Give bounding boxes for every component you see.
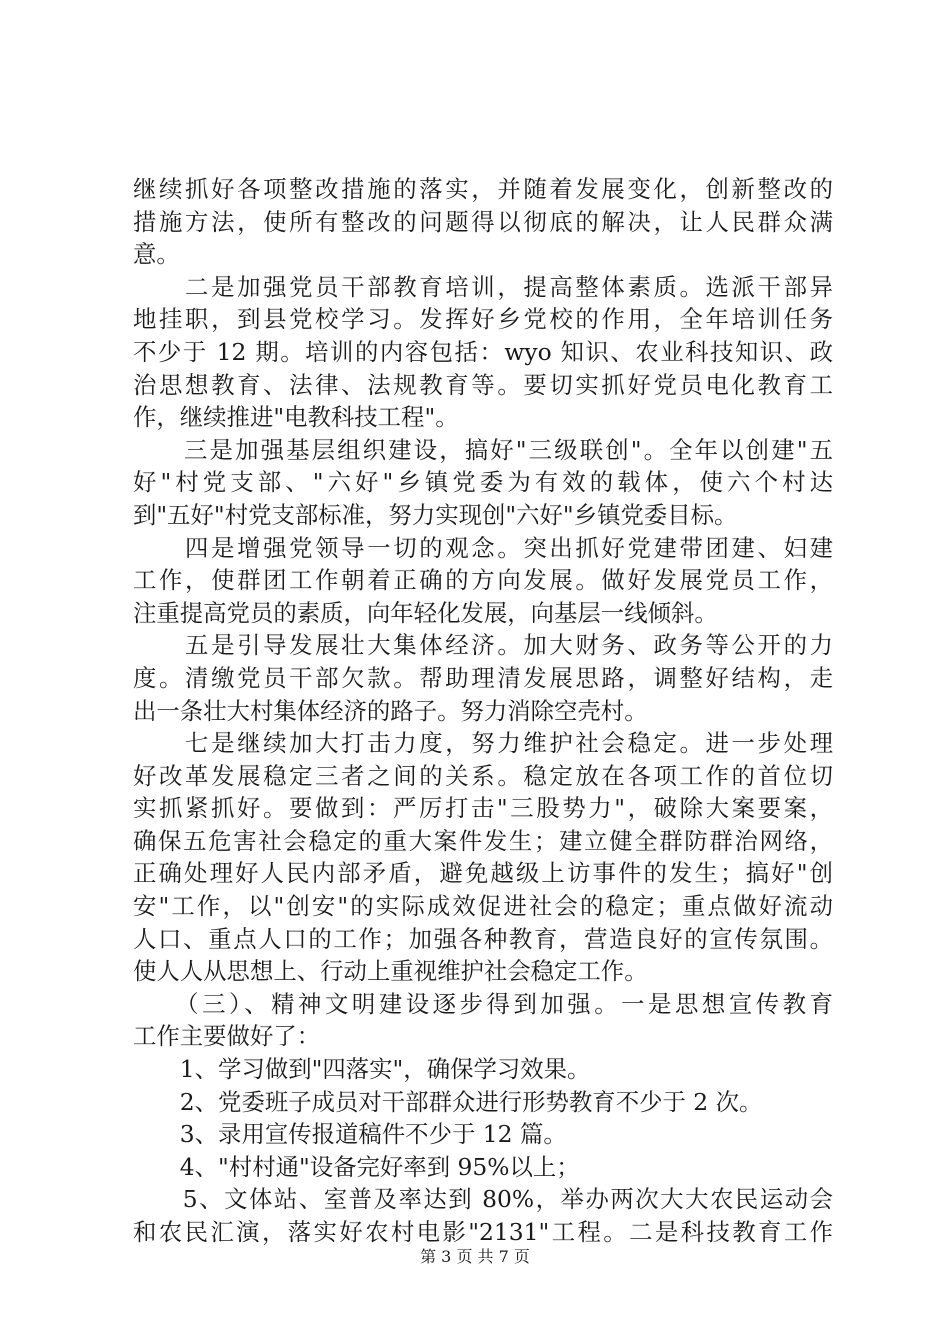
text-line: 确保五危害社会稳定的重大案件发生；建立健全群防群治网络，	[133, 826, 833, 855]
text-line: 措施方法，使所有整改的问题得以彻底的解决，让人民群众满	[133, 207, 833, 236]
text-line: 使人人从思想上、行动上重视维护社会稳定工作。	[133, 957, 648, 986]
text-line: 正确处理好人民内部矛盾，避免越级上访事件的发生；搞好"创	[133, 859, 833, 888]
text-line: 治思想教育、法律、法规教育等。要切实抓好党员电化教育工	[133, 370, 833, 399]
text-line: 2、党委班子成员对干部群众进行形势教育不少于 2 次。	[133, 1087, 763, 1116]
text-line: 不少于 12 期。培训的内容包括：wyo 知识、农业科技知识、政	[133, 337, 833, 366]
text-line: 出一条壮大村集体经济的路子。努力消除空壳村。	[133, 696, 648, 725]
text-line: 和农民汇演，落实好农村电影"2131"工程。二是科技教育工作	[133, 1218, 833, 1246]
text-line: 五是引导发展壮大集体经济。加大财务、政务等公开的力	[133, 631, 833, 660]
text-line: 意。	[133, 240, 180, 269]
text-line: 三是加强基层组织建设，搞好"三级联创"。全年以创建"五	[133, 435, 833, 464]
document-body	[133, 173, 833, 1249]
text-line: 4、"村村通"设备完好率到 95%以上；	[133, 1152, 580, 1181]
text-line: 继续抓好各项整改措施的落实，并随着发展变化，创新整改的	[133, 175, 833, 203]
text-line: 四是增强党领导一切的观念。突出抓好党建带团建、妇建	[133, 533, 833, 562]
text-line: 3、录用宣传报道稿件不少于 12 篇。	[133, 1120, 567, 1149]
text-line: 好"村党支部、"六好"乡镇党委为有效的载体，使六个村达	[133, 468, 833, 497]
text-line: 到"五好"村党支部标准，努力实现创"六好"乡镇党委目标。	[133, 500, 738, 529]
text-line: 工作主要做好了：	[133, 1022, 321, 1051]
text-line: 地挂职，到县党校学习。发挥好乡党校的作用，全年培训任务	[133, 305, 833, 334]
text-line: 5、文体站、室普及率达到 80%，举办两次大大农民运动会	[133, 1185, 833, 1214]
text-line: 实抓紧抓好。要做到：严厉打击"三股势力"，破除大案要案，	[133, 794, 833, 823]
text-line: 度。清缴党员干部欠款。帮助理清发展思路，调整好结构，走	[133, 663, 833, 692]
text-line: 注重提高党员的素质，向年轻化发展，向基层一线倾斜。	[133, 598, 718, 627]
text-line: 1、学习做到"四落实"，确保学习效果。	[133, 1055, 591, 1084]
text-line: 七是继续加大打击力度，努力维护社会稳定。进一步处理	[133, 729, 833, 758]
text-line: 二是加强党员干部教育培训，提高整体素质。选派干部异	[133, 272, 833, 301]
text-line: 人口、重点人口的工作；加强各种教育，营造良好的宣传氛围。	[133, 924, 833, 953]
text-line: 安"工作，以"创安"的实际成效促进社会的稳定；重点做好流动	[133, 892, 833, 921]
page-footer: 第 3 页 共 7 页	[420, 1247, 530, 1266]
text-line: 作，继续推进"电教科技工程"。	[133, 403, 459, 432]
text-line: （三）、精神文明建设逐步得到加强。一是思想宣传教育	[133, 989, 833, 1018]
text-line: 工作，使群团工作朝着正确的方向发展。做好发展党员工作，	[133, 566, 833, 595]
text-line: 好改革发展稳定三者之间的关系。稳定放在各项工作的首位切	[133, 761, 833, 790]
